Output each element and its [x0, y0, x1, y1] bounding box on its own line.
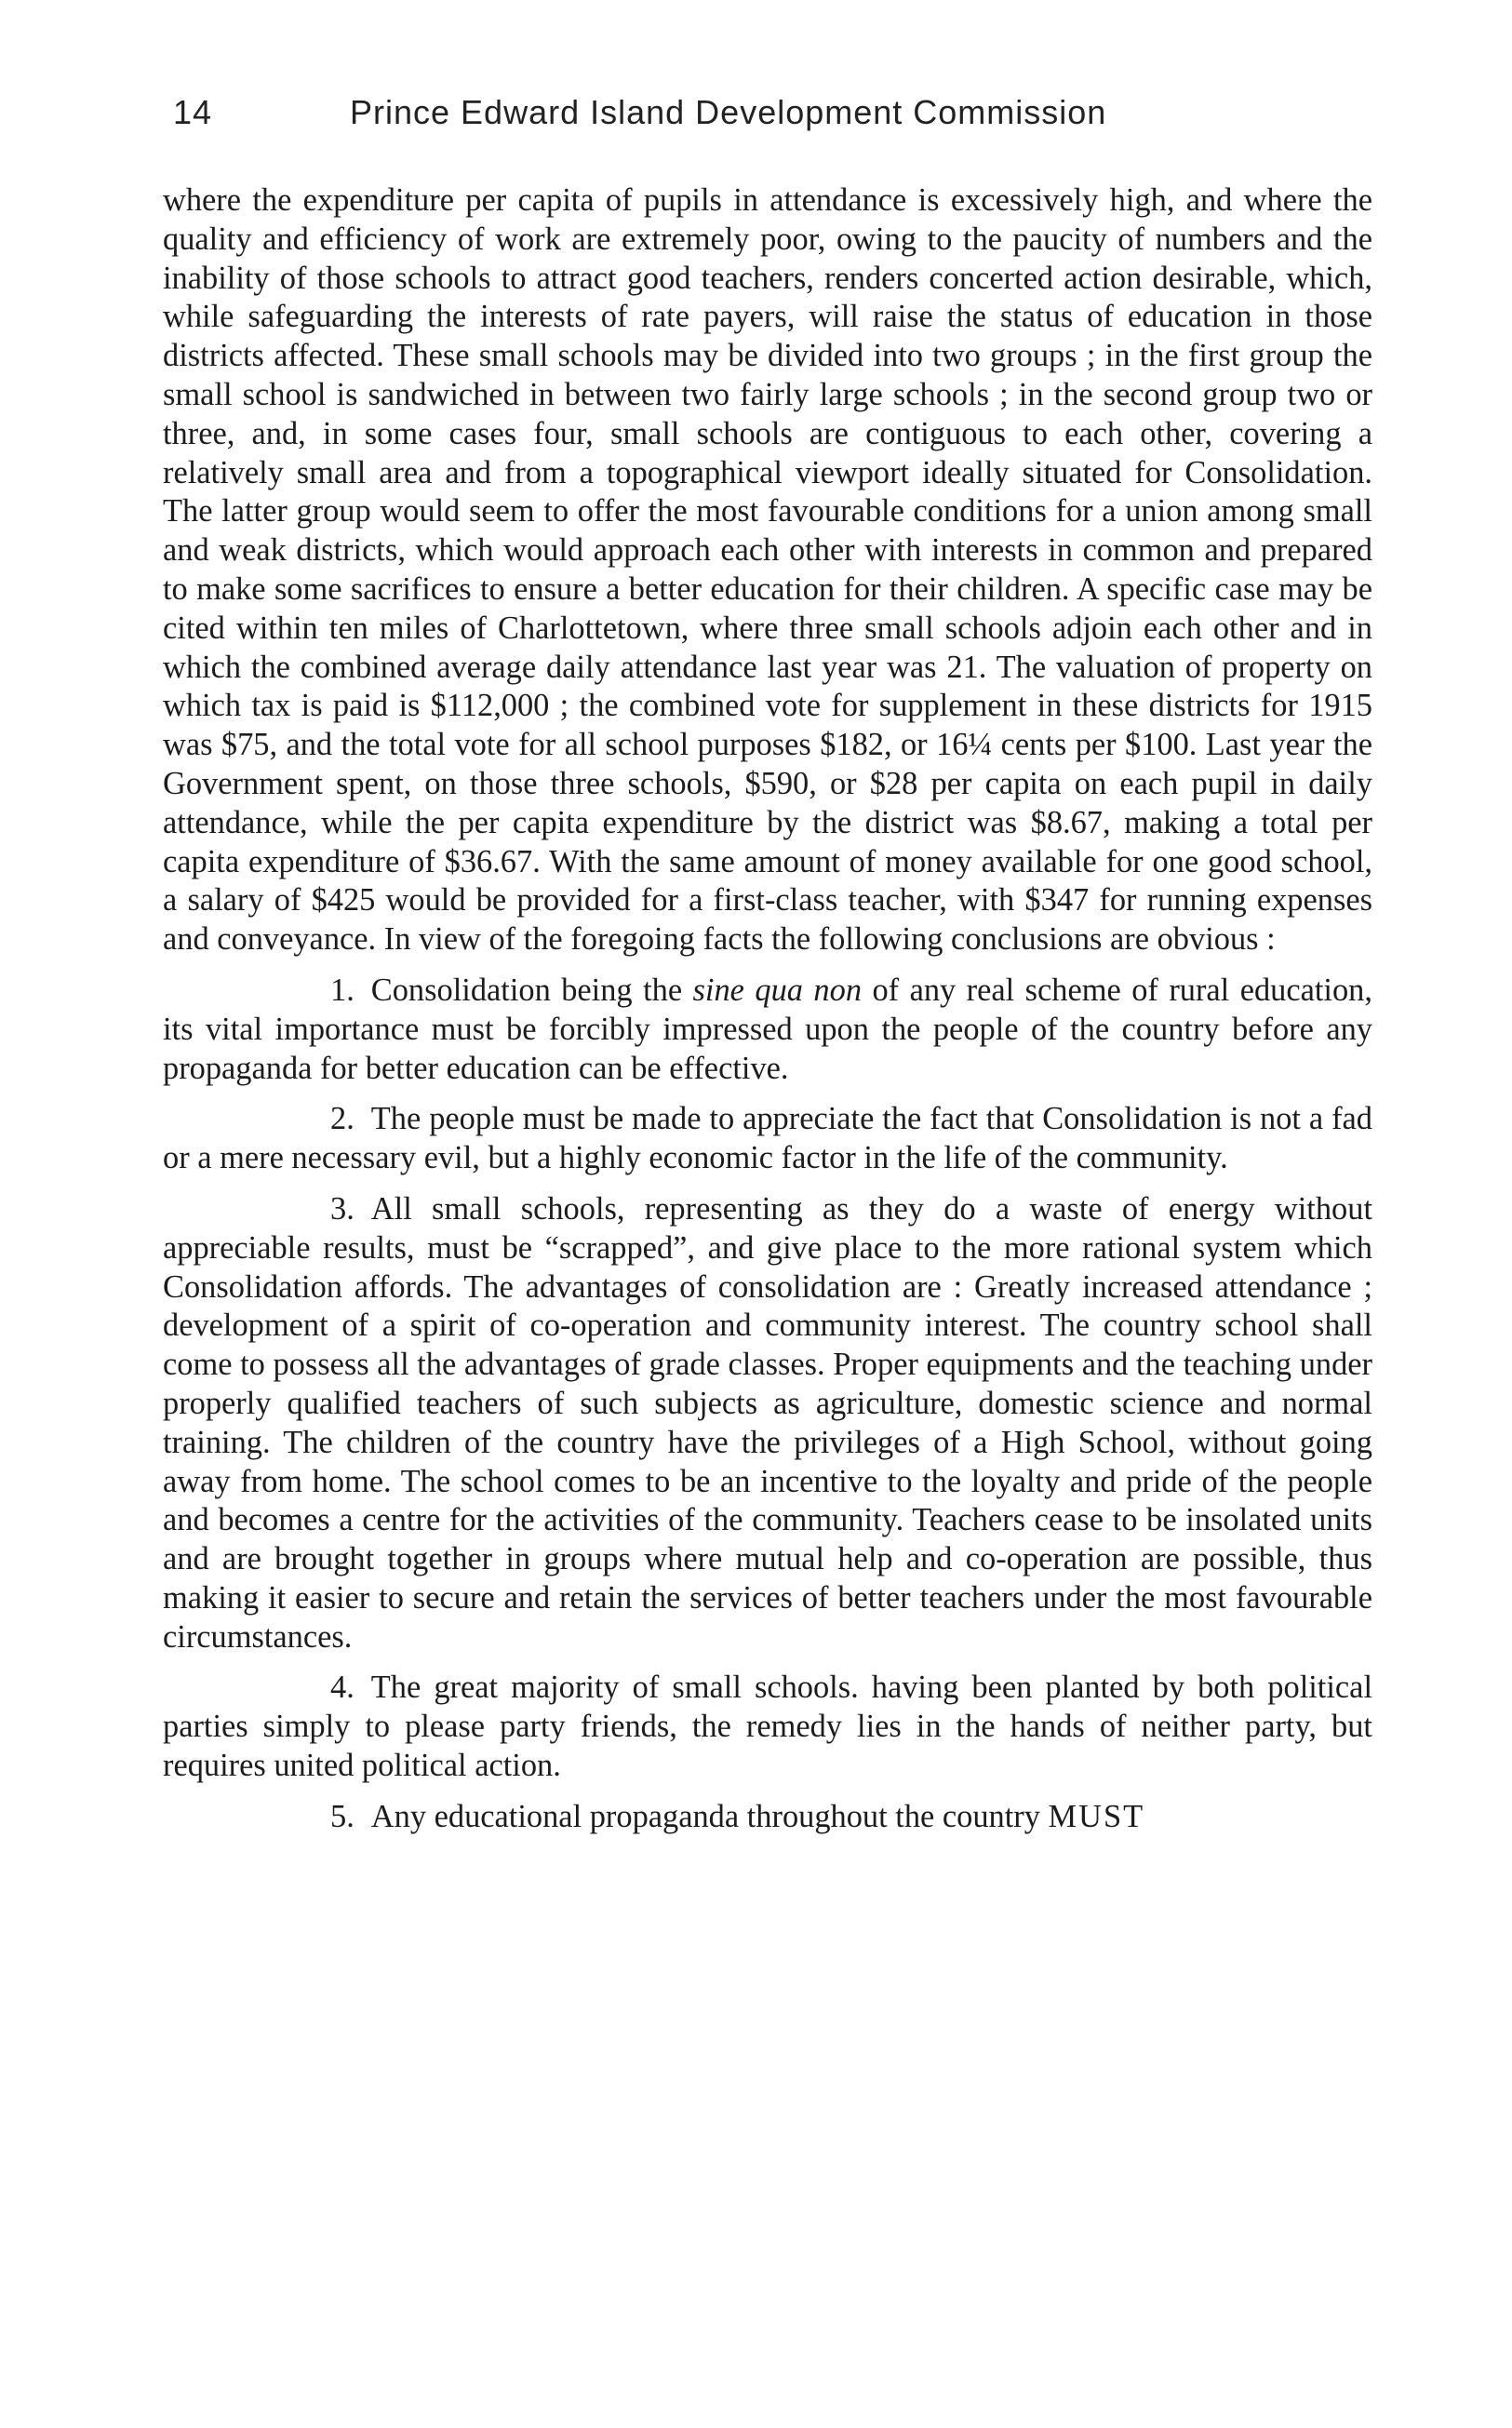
latin-term: sine qua non — [692, 972, 863, 1008]
intro-paragraph: where the expenditure per capita of pupils in attendance is excessively high, and where the quality and efficiency of work are extremely poor, owing to the paucity of numbers and the inability of those schools to attract good teachers, renders concerted action desirable, which, while safeguarding the interests of rate payers, will raise the status of education in those districts affected. These small schools may be divided into two groups ; in the first group the small school is sandwiched in between two fairly large schools ; in the second group two or three, and, in some cases four, small schools are contiguous to each other, covering a relatively small area and from a topographical viewport ideally situated for Consolidation. The latter group would seem to offer the most favourable conditions for a union among small and weak districts, which would approach each other with interests in common and prepared to make some sacrifices to ensure a better education for their children. A specific case may be cited within ten miles of Charlottetown, where three small schools adjoin each other and in which the combined average daily attendance last year was 21. The valuation of property on which tax is paid is $112,000 ; the combined vote for supplement in these districts for 1915 was $75, and the total vote for all school purposes $182, or 16¼ cents per $100. Last year the Government spent, on those three schools, $590, or $28 per capita on each pupil in daily attendance, while the per capita expenditure by the district was $8.67, making a total per capita expenditure of $36.67. With the same amount of money available for one good school, a salary of $425 would be provided for a first-class teacher, with $347 for running expenses and conveyance. In view of the foregoing facts the following conclusions are obvious : — [163, 182, 1372, 958]
item-text-before: Consolidation being the — [370, 972, 683, 1008]
item-number: 5. — [330, 1798, 355, 1834]
conclusion-item-1 — [163, 972, 1372, 1088]
item-text-after: of any real scheme of rural education, its vital importance must be forcibly impressed upon the people of the country before any propaganda for better education can be effective. — [163, 972, 1372, 1086]
item-number: 4. — [330, 1670, 355, 1706]
item-number: 2. — [330, 1101, 355, 1137]
item-text-before: Any educational propaganda throughout the country — [370, 1798, 1040, 1834]
item-number: 1. — [330, 972, 355, 1008]
emphasis-word: MUST — [1048, 1798, 1145, 1834]
item-text: The great majority of small schools. having been planted by both political parties simply to please party friends, the remedy lies in the hands of neither party, but requires united political action. — [163, 1670, 1372, 1784]
conclusion-item-2 — [163, 1100, 1372, 1178]
page-number: 14 — [173, 93, 213, 131]
item-text: The people must be made to appreciate the fact that Consolidation is not a fad or a mere necessary evil, but a highly economic factor in the life of the community. — [163, 1101, 1372, 1176]
conclusion-item-3 — [163, 1190, 1372, 1657]
body-text — [163, 181, 1372, 1837]
conclusion-item-5 — [163, 1798, 1372, 1837]
running-title: Prince Edward Island Development Commission — [350, 93, 1107, 131]
item-text: All small schools, representing as they do a waste of energy without appreciable results, must be “scrapped”, and give place to the more rational system which Consolidation affords. The advantages of consolidation are : Greatly increased attendance ; development of a spirit of co-operation and community interest. The country school shall come to possess all the advantages of grade classes. Proper equipments and the teaching under properly qualified teachers of such subjects as agriculture, domestic science and normal training. The children of the country have the privileges of a High School, without going away from home. The school comes to be an incentive to the loyalty and pride of the people and becomes a centre for the activities of the community. Teachers cease to be insolated units and are brought together in groups where mutual help and co-operation are possible, thus making it easier to secure and retain the services of better teachers under the most favourable circumstances. — [163, 1190, 1372, 1655]
item-number: 3. — [330, 1190, 355, 1227]
conclusion-item-4 — [163, 1669, 1372, 1785]
page-header — [173, 93, 1373, 145]
